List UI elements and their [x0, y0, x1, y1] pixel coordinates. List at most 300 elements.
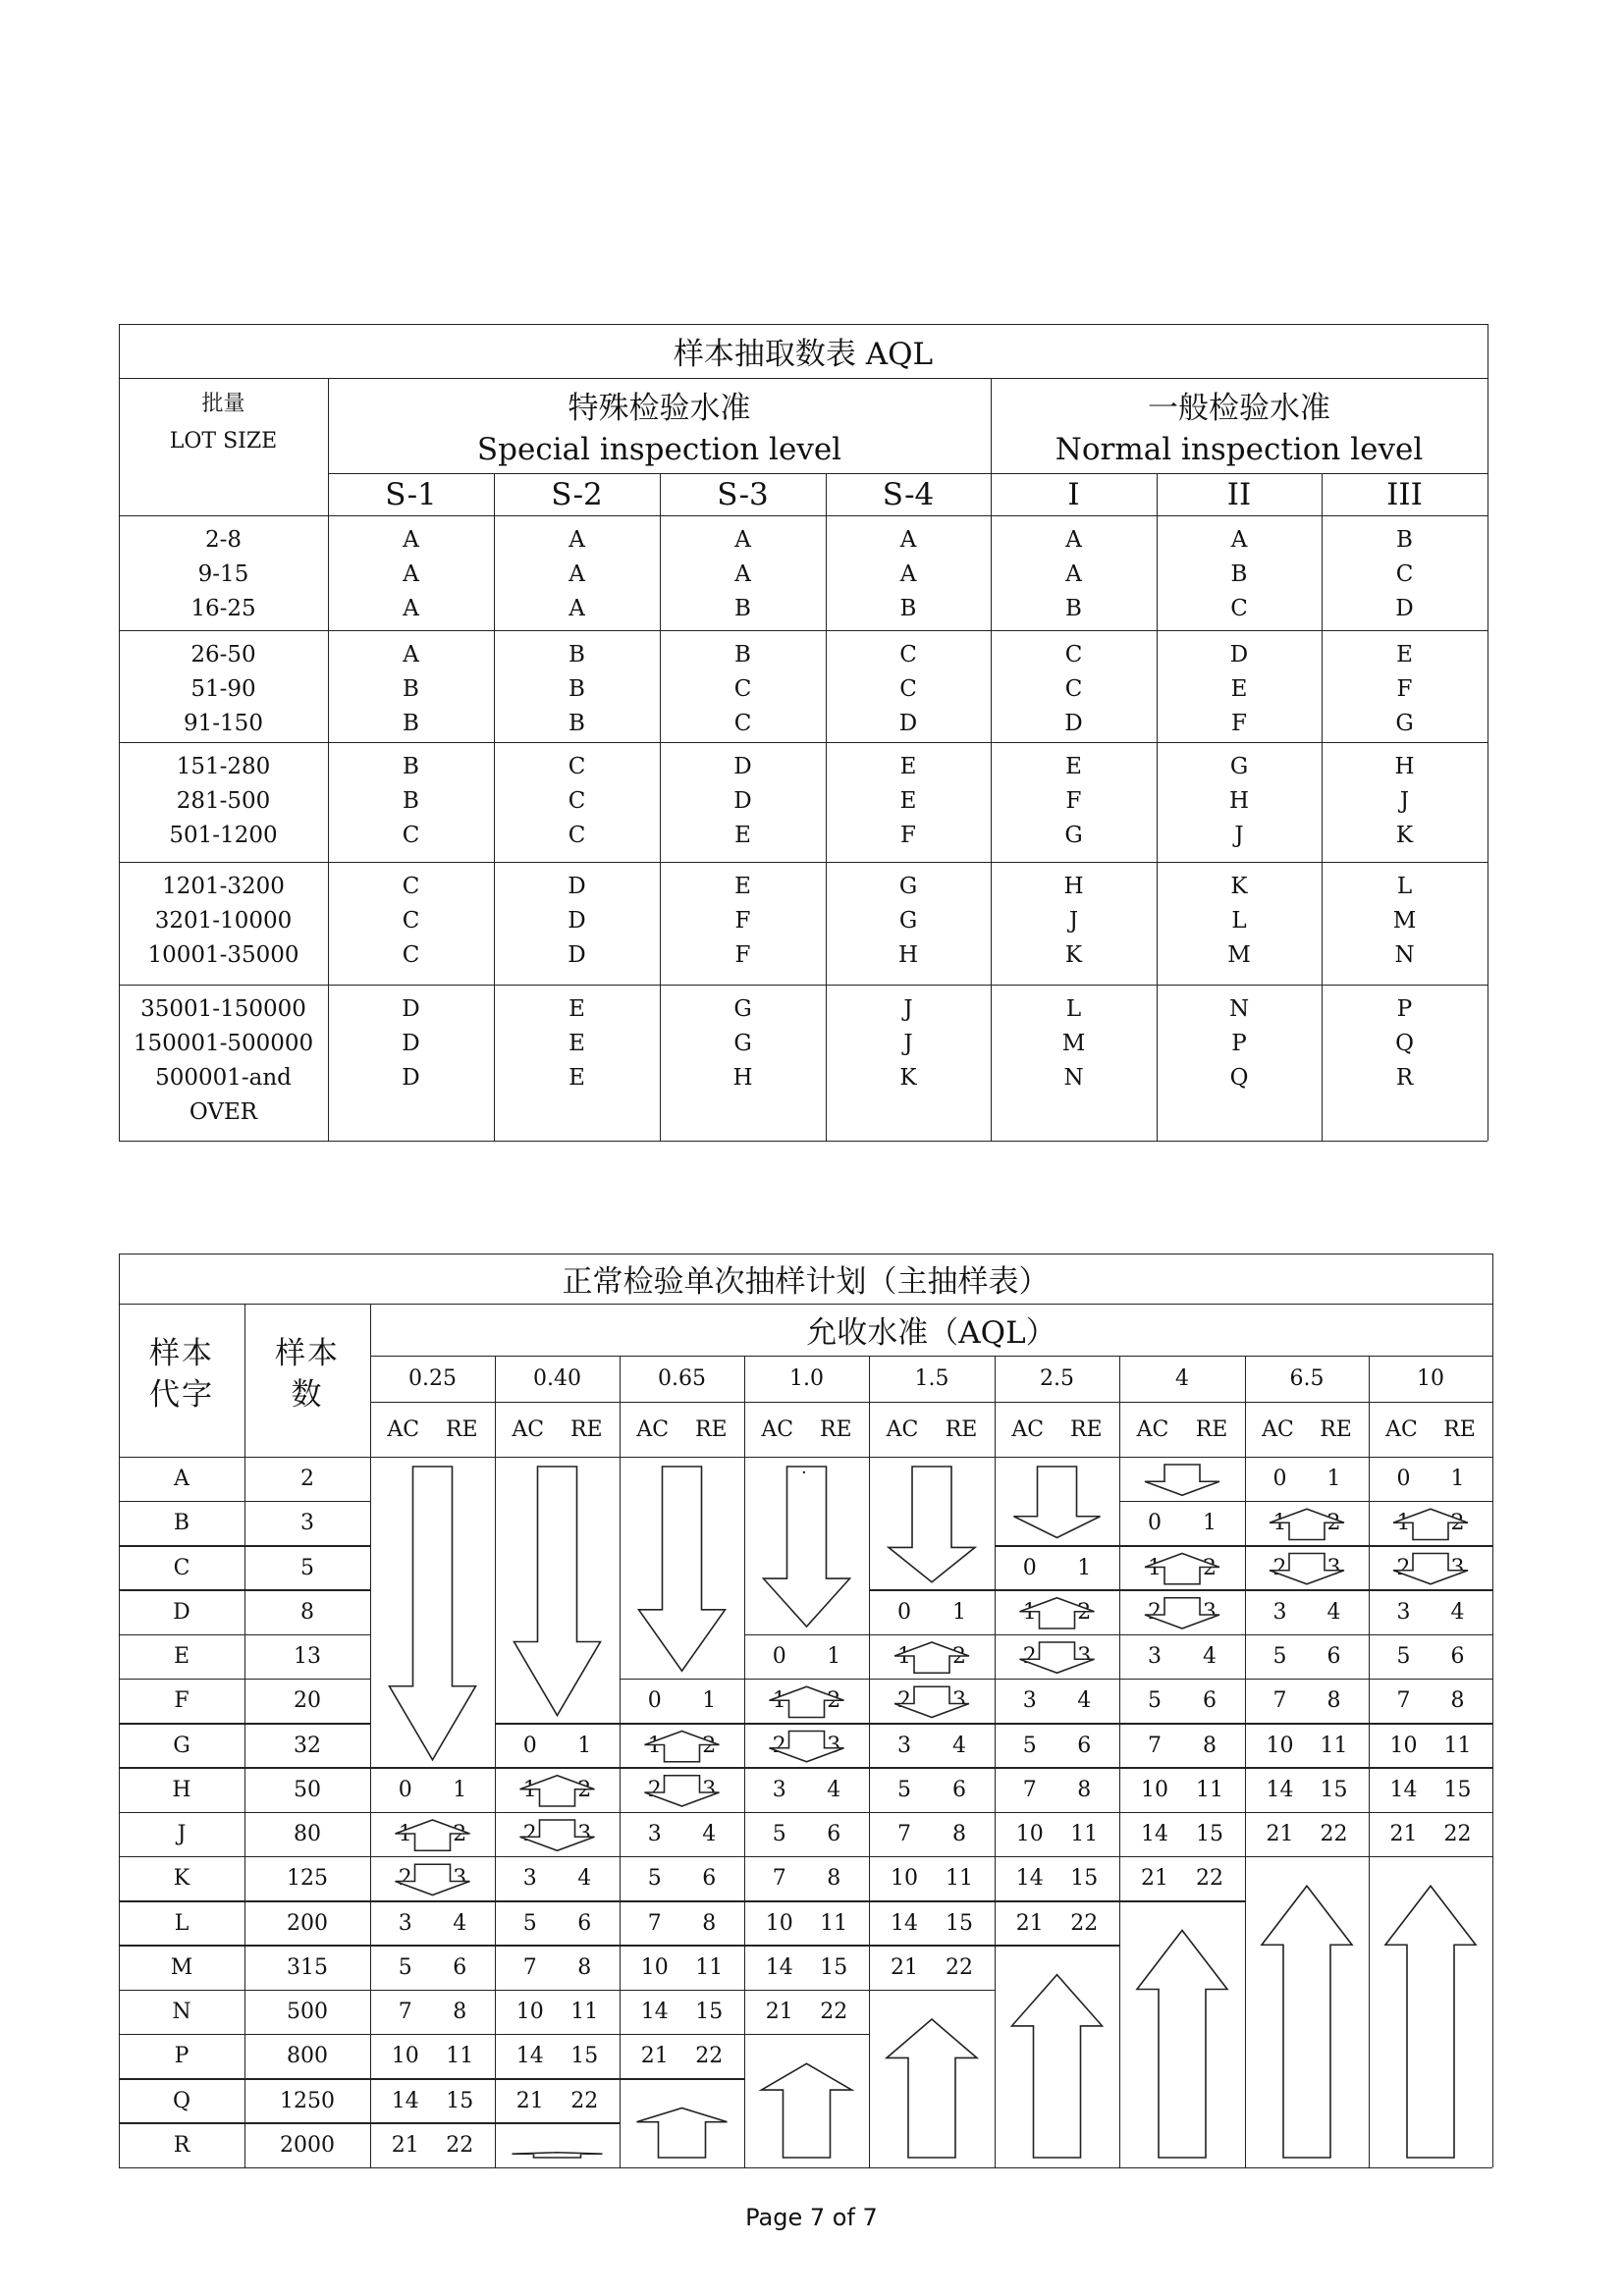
re-value: 1 [1203, 1511, 1217, 1536]
ac-value: 21 [640, 2044, 669, 2069]
sample-code-letters-line: E [568, 1031, 585, 1056]
ac-value: 2 [772, 1733, 786, 1758]
sample-code-letters-line: J [1068, 908, 1079, 934]
arrow-down-icon [1014, 1467, 1101, 1538]
arrow-up-icon [1012, 1975, 1103, 2158]
re-value: 4 [577, 1866, 592, 1892]
sample-size: 8 [300, 1599, 314, 1625]
re-value: 6 [827, 1822, 841, 1847]
re-value: 4 [1203, 1644, 1217, 1670]
re-value: 8 [952, 1822, 966, 1847]
aql-level: 1.0 [789, 1366, 824, 1391]
sample-size: 125 [287, 1866, 328, 1892]
re-value: 1 [453, 1777, 467, 1802]
page-footer: Page 7 of 7 [745, 2204, 878, 2231]
normal-level-zh: 一般检验水准 [1148, 390, 1330, 426]
ac-value: 2 [522, 1822, 537, 1847]
re-label: RE [694, 1416, 728, 1442]
re-value: 11 [1443, 1733, 1472, 1758]
re-value: 3 [453, 1866, 467, 1892]
sample-code: G [173, 1733, 190, 1758]
ac-value: 7 [398, 2000, 412, 2025]
ac-value: 10 [515, 2000, 544, 2025]
sample-code-letters-line: A [403, 642, 419, 667]
sample-code-letters-line: B [403, 676, 419, 702]
re-value: 11 [820, 1910, 848, 1936]
re-value: 6 [1450, 1644, 1465, 1670]
sample-code-letters-line: K [899, 1065, 917, 1091]
ac-value: 0 [1022, 1555, 1037, 1580]
sample-code-letters-line: B [568, 676, 585, 702]
arrow-up-icon [520, 1776, 595, 1806]
re-value: 8 [1203, 1733, 1217, 1758]
ac-value: 7 [1272, 1688, 1287, 1714]
re-value: 4 [453, 1910, 467, 1936]
sample-code-letters-line: D [402, 996, 420, 1022]
ac-value: 3 [772, 1777, 786, 1802]
re-value: 11 [446, 2044, 474, 2069]
re-label: RE [1320, 1416, 1352, 1442]
ac-value: 14 [1266, 1777, 1294, 1802]
lot-size-range-line: 35001-150000 [140, 996, 306, 1022]
level-iii: III [1386, 476, 1423, 512]
lot-size-range-line: 26-50 [190, 642, 256, 667]
level-s-3: S-3 [717, 476, 769, 512]
re-value: 22 [820, 2000, 848, 2025]
lot-size-range-line: 9-15 [197, 561, 249, 587]
arrow-down-icon [1393, 1554, 1468, 1584]
ac-label: AC [886, 1416, 919, 1442]
re-value: 8 [453, 2000, 467, 2025]
sample-size: 315 [287, 1954, 328, 1980]
sample-code-letters-line: P [1396, 996, 1413, 1022]
ac-label: AC [512, 1416, 545, 1442]
arrow-down-icon [639, 1467, 726, 1671]
ac-value: 10 [640, 1954, 669, 1980]
arrow-up-icon [1385, 1886, 1476, 2158]
sample-code-letters-line: H [732, 1065, 753, 1091]
sample-code-letters-line: J [1399, 788, 1410, 814]
ac-value: 14 [640, 2000, 669, 2025]
ac-value: 0 [1272, 1467, 1287, 1492]
sample-code: P [174, 2044, 189, 2069]
ac-value: 21 [1015, 1910, 1044, 1936]
sample-code-letters-line: D [1395, 596, 1414, 621]
sample-code-letters-line: E [1230, 676, 1248, 702]
sample-code-letters-line: K [1230, 874, 1248, 899]
sample-code-letters-line: A [568, 527, 585, 553]
sample-code-letters-line: C [1395, 561, 1414, 587]
re-value: 1 [827, 1644, 841, 1670]
sample-code-letters-line: C [1230, 596, 1248, 621]
sample-code-letters-line: M [1392, 908, 1417, 934]
sample-code-letters-line: D [568, 908, 586, 934]
ac-value: 14 [1389, 1777, 1418, 1802]
sample-code-letters-line: A [1065, 527, 1082, 553]
sample-code-letters-line: J [903, 1031, 913, 1056]
aql-level: 1.5 [914, 1366, 949, 1391]
sample-code: A [174, 1467, 189, 1492]
sample-code-letters-line: E [899, 788, 917, 814]
ac-value: 2 [1396, 1555, 1411, 1580]
sample-code-letters-line: L [1396, 874, 1413, 899]
sample-size: 13 [294, 1644, 321, 1670]
stray-dot: · [801, 1463, 807, 1483]
arrow-down-icon [390, 1467, 476, 1760]
re-value: 6 [952, 1777, 966, 1802]
sample-code-letters-line: F [734, 908, 751, 934]
aql-level: 4 [1175, 1366, 1189, 1391]
lot-size-range-line: 281-500 [176, 788, 271, 814]
sample-code-letters-line: C [1064, 642, 1083, 667]
sample-code-letters-line: G [733, 996, 752, 1022]
sample-size-header: 样本数 [275, 1336, 340, 1413]
re-value: 22 [1070, 1910, 1099, 1936]
ac-value: 0 [647, 1688, 662, 1714]
ac-value: 21 [1141, 1866, 1168, 1892]
sample-code: M [170, 1954, 193, 1980]
sample-code-letters-line: D [402, 1031, 420, 1056]
sample-code: L [174, 1910, 189, 1936]
sample-code-letters-line: B [1230, 561, 1248, 587]
ac-value: 3 [897, 1733, 911, 1758]
re-value: 1 [1326, 1467, 1341, 1492]
arrow-up-icon [894, 1642, 969, 1673]
ac-value: 21 [765, 2000, 793, 2025]
table2-title: 正常检验单次抽样计划（主抽样表） [562, 1264, 1050, 1300]
sample-code-letters-line: E [1396, 642, 1413, 667]
sample-code-letters-line: F [1231, 711, 1247, 736]
sample-code-letters-line: K [1064, 942, 1083, 968]
lot-size-range-line: 2-8 [204, 527, 243, 553]
sample-code-letters-line: M [1227, 942, 1251, 968]
ac-value: 5 [1148, 1688, 1162, 1714]
ac-value: 10 [1141, 1777, 1168, 1802]
sample-code-letters-line: M [1061, 1031, 1086, 1056]
sample-code: H [172, 1777, 191, 1802]
aql-header: 允收水准（AQL） [806, 1315, 1056, 1351]
ac-label: AC [636, 1416, 670, 1442]
sample-code: E [173, 1644, 190, 1670]
arrow-down-icon [894, 1686, 969, 1717]
arrow-up-icon [1270, 1509, 1344, 1539]
re-value: 3 [1326, 1555, 1341, 1580]
ac-value: 21 [1266, 1822, 1294, 1847]
table1-title: 样本抽取数表 AQL [673, 337, 934, 372]
ac-value: 7 [522, 1954, 537, 1980]
lot-size-range-line: 16-25 [190, 596, 256, 621]
sample-code-letters-line: B [1065, 596, 1082, 621]
sample-code-letters-line: B [734, 596, 751, 621]
arrow-up-icon [1145, 1554, 1219, 1584]
ac-value: 5 [398, 1954, 412, 1980]
ac-value: 5 [1272, 1644, 1287, 1670]
sample-code-letters-line: C [899, 642, 917, 667]
re-value: 22 [570, 2088, 599, 2113]
ac-value: 2 [1148, 1599, 1162, 1625]
lot-size-range-line: 51-90 [190, 676, 256, 702]
lot-size-range-line: 500001-and [155, 1065, 292, 1091]
ac-value: 3 [647, 1822, 662, 1847]
ac-value: 3 [1396, 1599, 1411, 1625]
ac-value: 7 [897, 1822, 911, 1847]
ac-value: 0 [1148, 1511, 1162, 1536]
sample-code: N [172, 2000, 191, 2025]
arrow-down-icon [396, 1864, 470, 1895]
sample-code-letters-line: B [734, 642, 751, 667]
sample-size: 200 [287, 1910, 328, 1936]
sample-code-letters-line: A [899, 527, 917, 553]
re-value: 6 [1203, 1688, 1217, 1714]
re-value: 1 [952, 1599, 966, 1625]
sample-code-letters-line: B [568, 711, 585, 736]
re-value: 15 [1320, 1777, 1348, 1802]
sample-code: D [173, 1599, 190, 1625]
arrow-up-icon [887, 2019, 977, 2158]
sample-code: Q [172, 2088, 191, 2113]
ac-value: 3 [1022, 1688, 1037, 1714]
ac-value: 10 [391, 2044, 419, 2069]
sample-code-letters-line: H [1394, 754, 1415, 779]
sample-code-letters-line: C [402, 823, 420, 848]
ac-value: 14 [515, 2044, 544, 2069]
sample-code-letters-line: C [402, 942, 420, 968]
sample-size: 800 [287, 2044, 328, 2069]
ac-value: 10 [1015, 1822, 1044, 1847]
arrow-down-icon [1145, 1465, 1219, 1495]
ac-value: 14 [1141, 1822, 1168, 1847]
ac-value: 7 [1022, 1777, 1037, 1802]
re-value: 6 [1077, 1733, 1092, 1758]
ac-value: 7 [1148, 1733, 1162, 1758]
re-value: 3 [952, 1688, 966, 1714]
arrow-up-icon [762, 2063, 852, 2158]
sample-size: 20 [294, 1688, 321, 1714]
arrow-up-icon [770, 1686, 844, 1717]
re-value: 8 [702, 1910, 717, 1936]
re-value: 15 [695, 2000, 724, 2025]
aql-level: 10 [1417, 1366, 1444, 1391]
re-value: 22 [1196, 1866, 1223, 1892]
sample-code-letters-line: P [1231, 1031, 1247, 1056]
lot-size-range-line: 10001-35000 [147, 942, 299, 968]
ac-value: 0 [522, 1733, 537, 1758]
re-value: 22 [446, 2132, 474, 2158]
sample-code-letters-line: G [898, 908, 918, 934]
sample-size: 3 [300, 1511, 314, 1536]
lot-size-range-line: 1201-3200 [162, 874, 285, 899]
sample-code-letters-line: N [1063, 1065, 1084, 1091]
sample-code-letters-line: G [1229, 754, 1249, 779]
re-value: 22 [1320, 1822, 1348, 1847]
sample-code-letters-line: H [897, 942, 919, 968]
sample-code-letters-line: A [568, 561, 585, 587]
sample-code: J [177, 1822, 187, 1847]
arrow-down-icon [764, 1467, 850, 1627]
re-value: 15 [820, 1954, 848, 1980]
sample-code-letters-line: F [1065, 788, 1082, 814]
ac-value: 14 [765, 1954, 793, 1980]
sample-code-letters-line: C [568, 823, 586, 848]
ac-value: 7 [772, 1866, 786, 1892]
level-s-4: S-4 [882, 476, 935, 512]
ac-label: AC [761, 1416, 794, 1442]
lot-size-header-zh: 批量 [201, 392, 245, 416]
re-value: 3 [1450, 1555, 1465, 1580]
sample-code-letters-line: G [733, 1031, 752, 1056]
lot-size-header-en: LOT SIZE [169, 429, 278, 454]
special-level-zh: 特殊检验水准 [568, 390, 751, 426]
ac-value: 5 [522, 1910, 537, 1936]
arrow-down-icon [1270, 1554, 1344, 1584]
sample-code-letters-line: F [734, 942, 751, 968]
sample-code-letters-line: G [1064, 823, 1083, 848]
sample-code: K [173, 1866, 190, 1892]
ac-value: 21 [891, 1954, 918, 1980]
sample-code-letters-line: E [568, 1065, 585, 1091]
ac-value: 2 [398, 1866, 412, 1892]
sample-code-letters-line: B [403, 711, 419, 736]
arrow-up-icon [1393, 1509, 1468, 1539]
ac-value: 0 [897, 1599, 911, 1625]
re-value: 4 [1326, 1599, 1341, 1625]
sample-code-letters-line: C [402, 908, 420, 934]
re-value: 22 [695, 2044, 724, 2069]
ac-value: 21 [391, 2132, 419, 2158]
ac-value: 7 [647, 1910, 662, 1936]
re-value: 3 [1203, 1599, 1217, 1625]
sample-code-letters-line: B [1396, 527, 1413, 553]
arrow-up-icon [637, 2109, 728, 2159]
arrow-up-icon [645, 1732, 720, 1762]
sample-size: 50 [294, 1777, 321, 1802]
re-value: 15 [1443, 1777, 1472, 1802]
lot-size-range-line: OVER [189, 1099, 258, 1125]
sample-code-letters-line: E [899, 754, 917, 779]
sample-code-letters-line: E [734, 874, 751, 899]
sample-code: F [174, 1688, 189, 1714]
sample-code-header: 样本代字 [149, 1336, 214, 1413]
re-value: 3 [827, 1733, 841, 1758]
level-s-1: S-1 [385, 476, 437, 512]
re-value: 15 [570, 2044, 599, 2069]
sample-code-letters-line: N [1394, 942, 1415, 968]
re-value: 4 [827, 1777, 841, 1802]
sample-code-letters-line: A [1065, 561, 1082, 587]
ac-value: 5 [647, 1866, 662, 1892]
arrow-up-icon [1137, 1931, 1227, 2159]
re-value: 4 [702, 1822, 717, 1847]
ac-value: 3 [1272, 1599, 1287, 1625]
sample-size: 2000 [280, 2132, 335, 2158]
sample-size: 500 [287, 2000, 328, 2025]
sample-code-letters-line: A [734, 527, 751, 553]
sample-code: R [173, 2132, 190, 2158]
lot-size-range-line: 3201-10000 [154, 908, 293, 934]
re-value: 15 [1196, 1822, 1223, 1847]
re-value: 1 [577, 1733, 592, 1758]
sample-code-letters-line: A [568, 596, 585, 621]
special-level-en: Special inspection level [476, 432, 842, 467]
re-value: 8 [1326, 1688, 1341, 1714]
lot-size-range-line: 91-150 [184, 711, 263, 736]
sample-code-letters-line: L [1065, 996, 1082, 1022]
re-value: 3 [1077, 1644, 1092, 1670]
sample-code-letters-line: C [568, 754, 586, 779]
sample-code-letters-line: J [903, 996, 913, 1022]
sample-code-letters-line: C [733, 711, 752, 736]
sample-code-letters-line: Q [1229, 1065, 1249, 1091]
sample-code-letters-line: A [899, 561, 917, 587]
arrow-down-icon [514, 1467, 601, 1716]
sample-code-letters-line: R [1395, 1065, 1414, 1091]
arrow-down-icon [520, 1820, 595, 1850]
sample-code-letters-line: H [1228, 788, 1250, 814]
aql-level: 0.65 [658, 1366, 706, 1391]
sample-code: C [173, 1555, 190, 1580]
lot-size-range-line: 501-1200 [169, 823, 278, 848]
sample-code-letters-line: A [1230, 527, 1248, 553]
sample-code-letters-line: L [1231, 908, 1247, 934]
sample-code-letters-line: C [733, 676, 752, 702]
sample-code-letters-line: C [402, 874, 420, 899]
ac-value: 2 [647, 1777, 662, 1802]
sample-code-letters-line: Q [1395, 1031, 1414, 1056]
sample-code-letters-line: B [403, 754, 419, 779]
lot-size-range-line: 150001-500000 [133, 1031, 314, 1056]
level-i: I [1067, 476, 1080, 512]
re-value: 6 [1326, 1644, 1341, 1670]
ac-label: AC [1385, 1416, 1418, 1442]
re-label: RE [819, 1416, 852, 1442]
sample-size: 5 [300, 1555, 314, 1580]
ac-value: 5 [1022, 1733, 1037, 1758]
re-value: 11 [946, 1866, 973, 1892]
aql-level: 0.25 [408, 1366, 457, 1391]
aql-level: 0.40 [533, 1366, 581, 1391]
ac-label: AC [1262, 1416, 1294, 1442]
sample-code-letters-line: D [898, 711, 918, 736]
ac-label: AC [1136, 1416, 1169, 1442]
sample-code-letters-line: C [568, 788, 586, 814]
re-value: 6 [453, 1954, 467, 1980]
sample-code-letters-line: F [1396, 676, 1413, 702]
level-ii: II [1226, 476, 1252, 512]
sample-code-letters-line: G [898, 874, 918, 899]
ac-value: 5 [897, 1777, 911, 1802]
arrow-down-icon [889, 1467, 975, 1582]
ac-value: 0 [1396, 1467, 1411, 1492]
sample-code-letters-line: N [1228, 996, 1250, 1022]
sample-code-letters-line: A [734, 561, 751, 587]
re-value: 11 [1320, 1733, 1348, 1758]
sample-code-letters-line: D [402, 1065, 420, 1091]
re-value: 11 [570, 2000, 599, 2025]
re-value: 22 [946, 1954, 973, 1980]
sample-code-letters-line: J [1234, 823, 1244, 848]
sample-code: B [173, 1511, 190, 1536]
sample-size: 32 [294, 1733, 321, 1758]
ac-value: 0 [772, 1644, 786, 1670]
ac-value: 3 [398, 1910, 412, 1936]
level-s-2: S-2 [551, 476, 603, 512]
sample-code-letters-line: B [403, 788, 419, 814]
re-value: 11 [1070, 1822, 1099, 1847]
re-label: RE [1069, 1416, 1103, 1442]
re-label: RE [569, 1416, 603, 1442]
sample-code-letters-line: G [1395, 711, 1414, 736]
re-value: 22 [1443, 1822, 1472, 1847]
